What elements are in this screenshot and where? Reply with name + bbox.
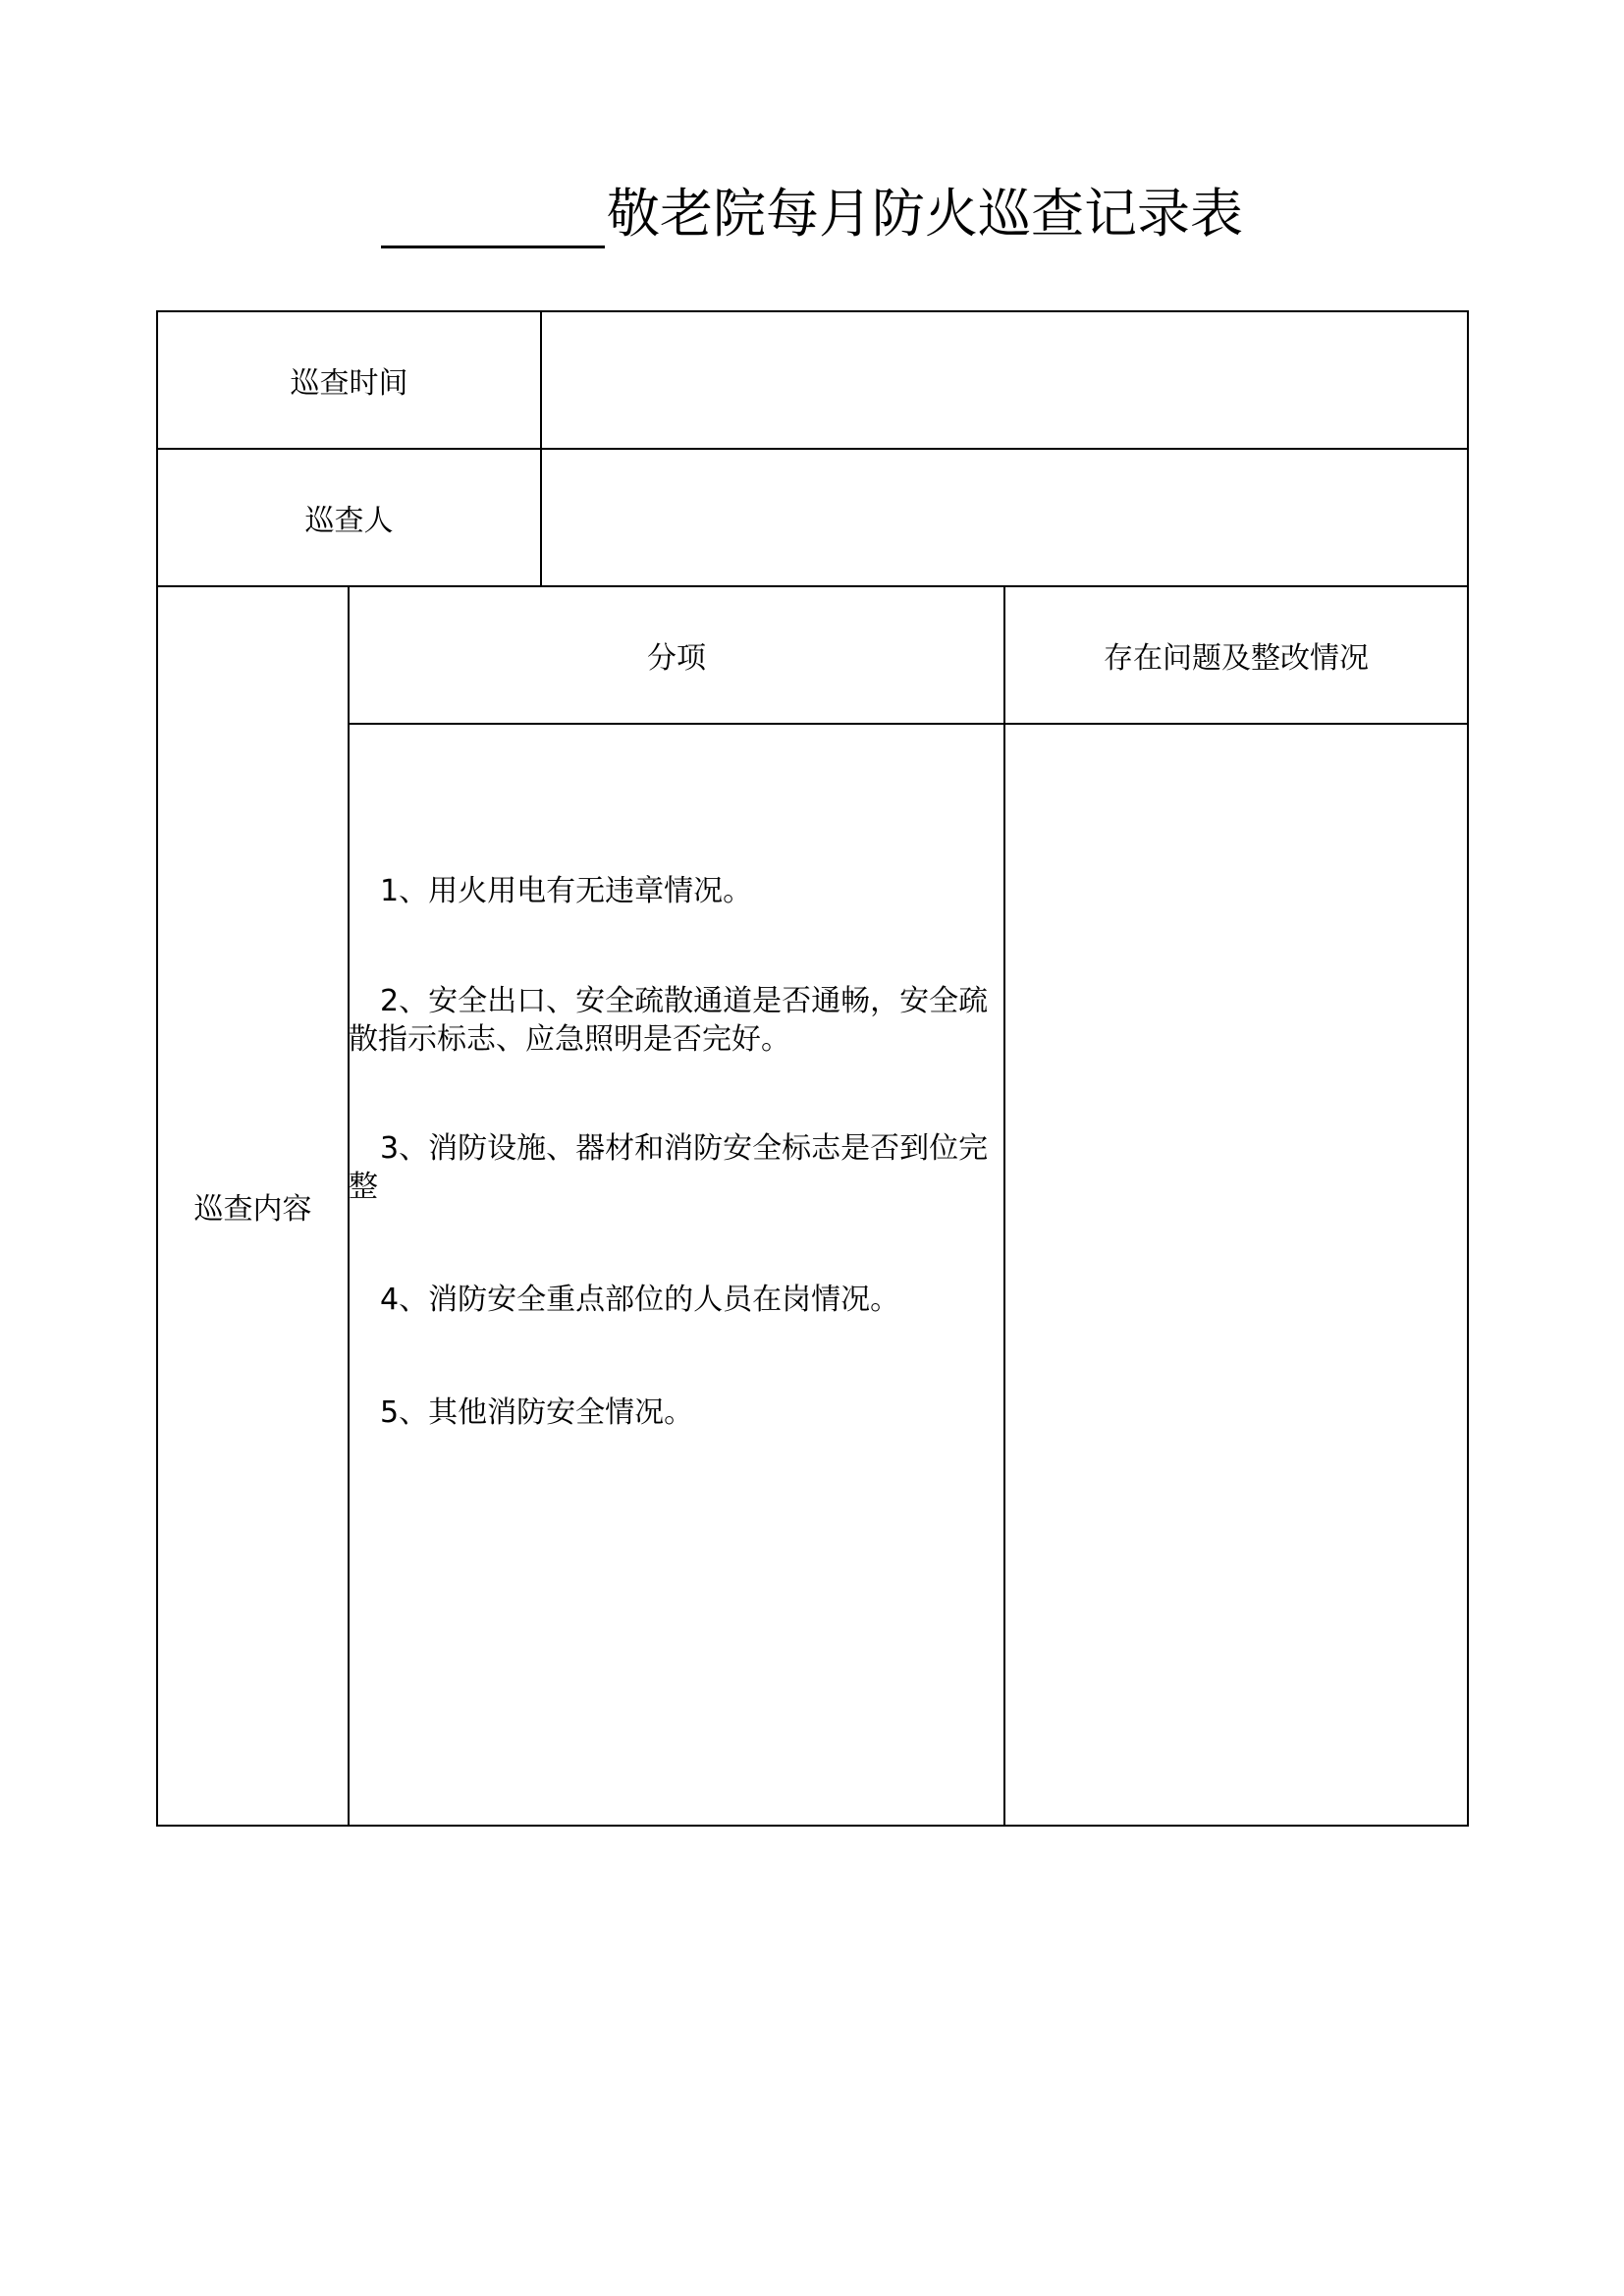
list-item: 5、其他消防安全情况。 (380, 1395, 694, 1430)
patrol-time-label-cell (156, 310, 542, 450)
patrol-time-input[interactable] (540, 310, 1469, 450)
patroller-label: 巡查人 (304, 504, 394, 538)
issue-header: 存在问题及整改情况 (1104, 641, 1369, 676)
list-item: 4、消防安全重点部位的人员在岗情况。 (380, 1283, 900, 1317)
patrol-content-label-cell (156, 585, 350, 1827)
item-header-cell (348, 585, 1005, 725)
title-name-blank[interactable] (381, 191, 605, 248)
patroller-label-cell (156, 448, 542, 587)
issue-header-cell (1003, 585, 1469, 725)
patrol-content-label: 巡查内容 (193, 1192, 312, 1227)
title-text: 敬老院每月防火巡查记录表 (607, 183, 1243, 245)
inspection-items-list (349, 872, 997, 1432)
issues-input[interactable] (1003, 723, 1469, 1827)
document-title (0, 180, 1624, 248)
item-header: 分项 (647, 641, 706, 676)
list-item: 3、消防设施、器材和消防安全标志是否到位完整 (349, 1131, 989, 1204)
patrol-time-label: 巡查时间 (290, 366, 408, 401)
list-item: 2、安全出口、安全疏散通道是否通畅，安全疏散指示标志、应急照明是否完好。 (349, 984, 989, 1057)
patroller-input[interactable] (540, 448, 1469, 587)
list-item: 1、用火用电有无违章情况。 (380, 874, 753, 908)
